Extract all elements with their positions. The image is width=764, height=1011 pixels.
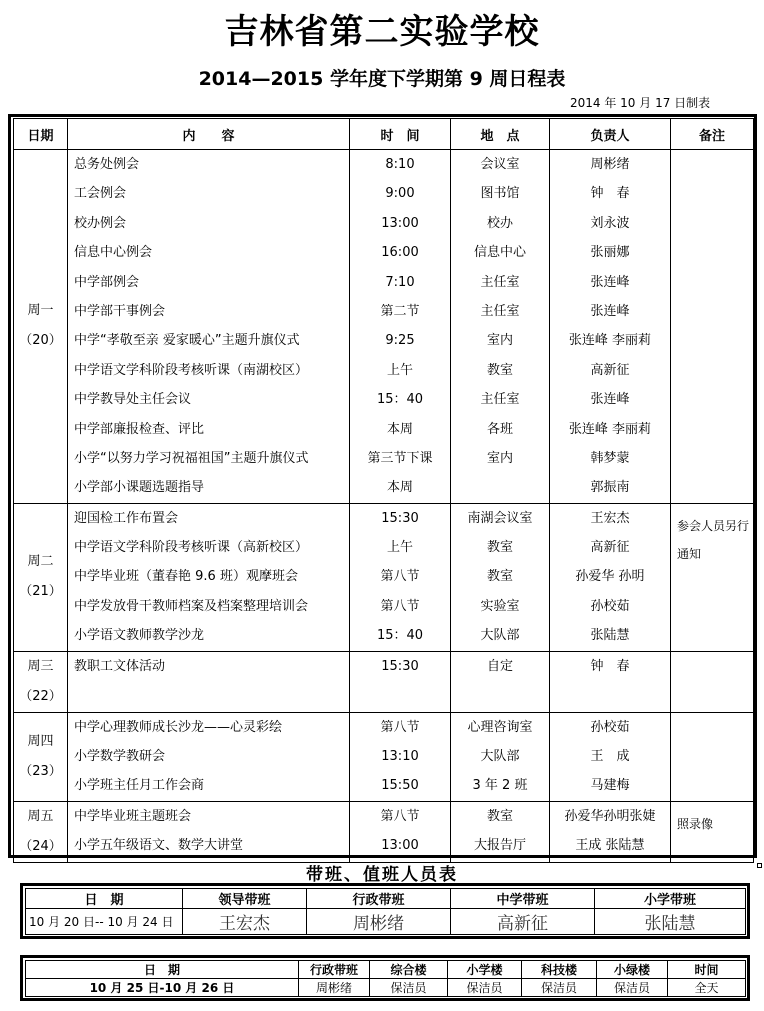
duty2-date: 10 月 25 日-10 月 26 日 (26, 979, 299, 997)
item-place: 大队部 (480, 628, 520, 644)
item-place: 主任室 (480, 392, 520, 408)
day-cell (14, 503, 68, 651)
item-time: 本周 (386, 421, 413, 437)
item-place: 室内 (486, 450, 513, 466)
item-place: 大队部 (480, 749, 520, 765)
day-label: 周五 (27, 808, 54, 824)
item-person: 郭振南 (590, 480, 630, 496)
item-content: 中学毕业班（董春艳 9.6 班）观摩班会 (74, 569, 298, 585)
schedule-table (13, 118, 754, 863)
duty-table-2 (25, 960, 746, 997)
item-person-cell (550, 150, 671, 504)
item-place: 会议室 (480, 157, 520, 172)
duty2-green-bldg: 保洁员 (597, 979, 668, 997)
item-content-cell (68, 150, 350, 504)
item-time-cell (350, 651, 451, 712)
note-text: 参会人员另行通知 (677, 518, 750, 561)
item-place (451, 681, 549, 710)
duty1-header-date: 日 期 (26, 889, 183, 909)
page-title: 吉林省第二实验学校 (224, 12, 540, 52)
item-time-cell (350, 801, 451, 862)
item-person: 张陆慧 (590, 628, 630, 644)
item-person: 孙爱华 孙明 (575, 569, 645, 585)
item-content: 总务处例会 (74, 157, 140, 172)
item-person: 孙校茹 (590, 598, 630, 614)
note-text (671, 150, 753, 158)
duty2-header-admin: 行政带班 (299, 961, 370, 979)
item-content-cell (68, 503, 350, 651)
item-content: 中学毕业班主题班会 (74, 808, 192, 824)
item-place: 室内 (486, 333, 513, 349)
item-content: 中学语文学科阶段考核听课（高新校区） (74, 540, 309, 556)
item-time: 9:25 (385, 333, 415, 349)
item-place: 校办 (486, 215, 513, 231)
duty2-header-complex: 综合楼 (370, 961, 448, 979)
item-person: 张连峰 李丽莉 (568, 333, 652, 349)
item-time: 7:10 (385, 274, 415, 290)
item-time: 8:10 (385, 157, 415, 172)
item-place: 自定 (486, 658, 513, 674)
item-place: 教室 (486, 362, 513, 378)
item-time: 第八节 (380, 719, 420, 735)
day-row (14, 712, 754, 801)
day-label: 周一 (27, 303, 54, 319)
day-date: （24） (19, 838, 62, 854)
item-person: 王 成 (590, 749, 630, 765)
item-content: 中学心理教师成长沙龙——心灵彩绘 (74, 719, 283, 735)
col-header-place: 地 点 (451, 119, 550, 150)
day-label: 周四 (27, 733, 54, 749)
item-person: 张连峰 (590, 274, 630, 290)
item-person: 张连峰 李丽莉 (568, 421, 652, 437)
duty1-middle: 高新征 (451, 909, 595, 935)
col-header-time: 时 间 (350, 119, 451, 150)
duty2-header-time: 时间 (668, 961, 746, 979)
note-text (671, 713, 753, 721)
made-date: 2014 年 10 月 17 日制表 (570, 96, 711, 110)
item-person: 孙爱华孙明张婕 (564, 808, 656, 824)
item-content: 中学教导处主任会议 (74, 392, 192, 408)
item-time-cell (350, 150, 451, 504)
item-time: 15：40 (376, 392, 424, 408)
item-content: 迎国检工作布置会 (74, 510, 179, 526)
item-content: 中学部例会 (74, 274, 140, 290)
duty2-data-row (26, 979, 746, 997)
item-person: 马建梅 (590, 778, 630, 794)
day-cell (14, 712, 68, 801)
duty2-header-green-bldg: 小绿楼 (597, 961, 668, 979)
item-time: 15:30 (381, 510, 419, 526)
item-time: 上午 (386, 362, 413, 378)
note-text (671, 652, 753, 660)
item-time-cell (350, 712, 451, 801)
duty2-primary-bldg: 保洁员 (448, 979, 522, 997)
duty2-complex: 保洁员 (370, 979, 448, 997)
duty1-primary: 张陆慧 (595, 909, 746, 935)
item-content-cell (68, 651, 350, 712)
item-content: 小学部小课题选题指导 (74, 480, 205, 496)
day-row (14, 801, 754, 862)
item-place: 大报告厅 (473, 838, 526, 854)
duty-table-1 (25, 888, 746, 935)
duty2-header-date: 日 期 (26, 961, 299, 979)
duty1-header-leader: 领导带班 (183, 889, 307, 909)
duty2-tech-bldg: 保洁员 (522, 979, 597, 997)
col-header-content: 内 容 (68, 119, 350, 150)
item-person: 高新征 (590, 362, 630, 378)
note-cell (671, 801, 754, 862)
duty2-time: 全天 (668, 979, 746, 997)
item-time: 本周 (386, 480, 413, 496)
item-content: 小学语文教师教学沙龙 (74, 628, 205, 644)
item-person: 王成 张陆慧 (575, 838, 645, 854)
item-place: 主任室 (480, 303, 520, 319)
item-place: 教室 (486, 808, 513, 824)
item-content-cell (68, 712, 350, 801)
duty-title: 带班、值班人员表 (306, 865, 458, 885)
item-time: 第三节下课 (367, 450, 433, 466)
item-place: 信息中心 (473, 245, 526, 261)
item-time: 13:00 (381, 838, 419, 854)
item-content: 教职工文体活动 (74, 658, 166, 674)
item-time (350, 681, 450, 710)
day-cell (14, 651, 68, 712)
item-content (68, 681, 349, 710)
item-time: 第八节 (380, 569, 420, 585)
item-person-cell (550, 651, 671, 712)
item-content: 中学“孝敬至亲 爱家暖心”主题升旗仪式 (74, 333, 300, 349)
item-place: 心理咨询室 (467, 719, 533, 735)
day-label: 周二 (27, 554, 54, 570)
item-person: 高新征 (590, 540, 630, 556)
item-person: 刘永波 (590, 215, 630, 231)
duty2-header-primary-bldg: 小学楼 (448, 961, 522, 979)
item-person: 张连峰 (590, 303, 630, 319)
note-cell (671, 503, 754, 651)
item-person: 韩梦蒙 (590, 450, 630, 466)
day-row (14, 651, 754, 712)
duty1-data-row (26, 909, 746, 935)
item-place: 主任室 (480, 274, 520, 290)
day-date: （21） (19, 584, 62, 600)
note-cell (671, 150, 754, 504)
col-header-person: 负责人 (550, 119, 671, 150)
duty1-leader: 王宏杰 (183, 909, 307, 935)
item-content: 小学“以努力学习祝福祖国”主题升旗仪式 (74, 450, 309, 466)
item-time: 第二节 (380, 303, 420, 319)
item-person (550, 681, 670, 710)
item-time: 第八节 (380, 808, 420, 824)
resize-handle (757, 863, 762, 868)
item-person-cell (550, 503, 671, 651)
item-time: 16:00 (381, 245, 419, 261)
item-place-cell (451, 651, 550, 712)
item-content: 工会例会 (74, 186, 127, 202)
item-place-cell (451, 150, 550, 504)
item-person: 张连峰 (590, 392, 630, 408)
item-place: 教室 (486, 569, 513, 585)
item-time: 15:30 (381, 658, 419, 674)
day-date: （20） (19, 333, 62, 349)
item-content-cell (68, 801, 350, 862)
note-cell (671, 651, 754, 712)
item-time: 13:10 (381, 749, 419, 765)
duty2-header-row (26, 961, 746, 979)
duty1-header-middle: 中学带班 (451, 889, 595, 909)
item-content: 中学部干事例会 (74, 303, 166, 319)
item-time: 13:00 (381, 215, 419, 231)
item-person: 周彬绪 (590, 157, 630, 172)
col-header-note: 备注 (671, 119, 754, 150)
item-place: 图书馆 (480, 186, 520, 202)
duty1-admin: 周彬绪 (307, 909, 451, 935)
day-date: （23） (19, 763, 62, 779)
item-content: 中学发放骨干教师档案及档案整理培训会 (74, 598, 309, 614)
item-person: 王宏杰 (590, 510, 630, 526)
schedule-header-row (14, 119, 754, 150)
item-person: 孙校茹 (590, 719, 630, 735)
col-header-date: 日期 (14, 119, 68, 150)
item-content: 小学班主任月工作会商 (74, 778, 205, 794)
duty1-header-admin: 行政带班 (307, 889, 451, 909)
day-row (14, 150, 754, 504)
item-time: 上午 (386, 540, 413, 556)
duty1-date: 10 月 20 日-- 10 月 24 日 (26, 909, 183, 935)
item-content: 校办例会 (74, 215, 127, 231)
day-date: （22） (19, 688, 62, 704)
item-content: 中学部廉报检查、评比 (74, 421, 205, 437)
item-person-cell (550, 712, 671, 801)
item-place: 各班 (486, 421, 513, 437)
item-time: 第八节 (380, 598, 420, 614)
item-place-cell (451, 503, 550, 651)
day-cell (14, 150, 68, 504)
item-person: 钟 春 (590, 186, 630, 202)
day-row (14, 503, 754, 651)
duty2-admin: 周彬绪 (299, 979, 370, 997)
item-content: 小学五年级语文、数学大讲堂 (74, 838, 244, 854)
duty1-header-row (26, 889, 746, 909)
note-cell (671, 712, 754, 801)
day-label: 周三 (27, 658, 54, 674)
item-time: 9:00 (385, 186, 415, 202)
item-person: 钟 春 (590, 658, 630, 674)
item-place: 实验室 (480, 598, 520, 614)
item-place: 南湖会议室 (467, 510, 533, 526)
duty1-header-primary: 小学带班 (595, 889, 746, 909)
item-person-cell (550, 801, 671, 862)
item-place: 3 年 2 班 (472, 778, 528, 794)
item-time: 15:50 (381, 778, 419, 794)
item-place: 教室 (486, 540, 513, 556)
item-time-cell (350, 503, 451, 651)
item-time: 15：40 (376, 628, 424, 644)
day-cell (14, 801, 68, 862)
item-content: 小学数学教研会 (74, 749, 166, 765)
item-content: 信息中心例会 (74, 245, 153, 261)
note-text: 照录像 (677, 816, 714, 831)
duty2-header-tech-bldg: 科技楼 (522, 961, 597, 979)
item-place (451, 473, 549, 502)
item-place-cell (451, 712, 550, 801)
item-content: 中学语文学科阶段考核听课（南湖校区） (74, 362, 309, 378)
item-person: 张丽娜 (590, 245, 630, 261)
page-subtitle: 2014—2015 学年度下学期第 9 周日程表 (198, 68, 566, 90)
item-place-cell (451, 801, 550, 862)
